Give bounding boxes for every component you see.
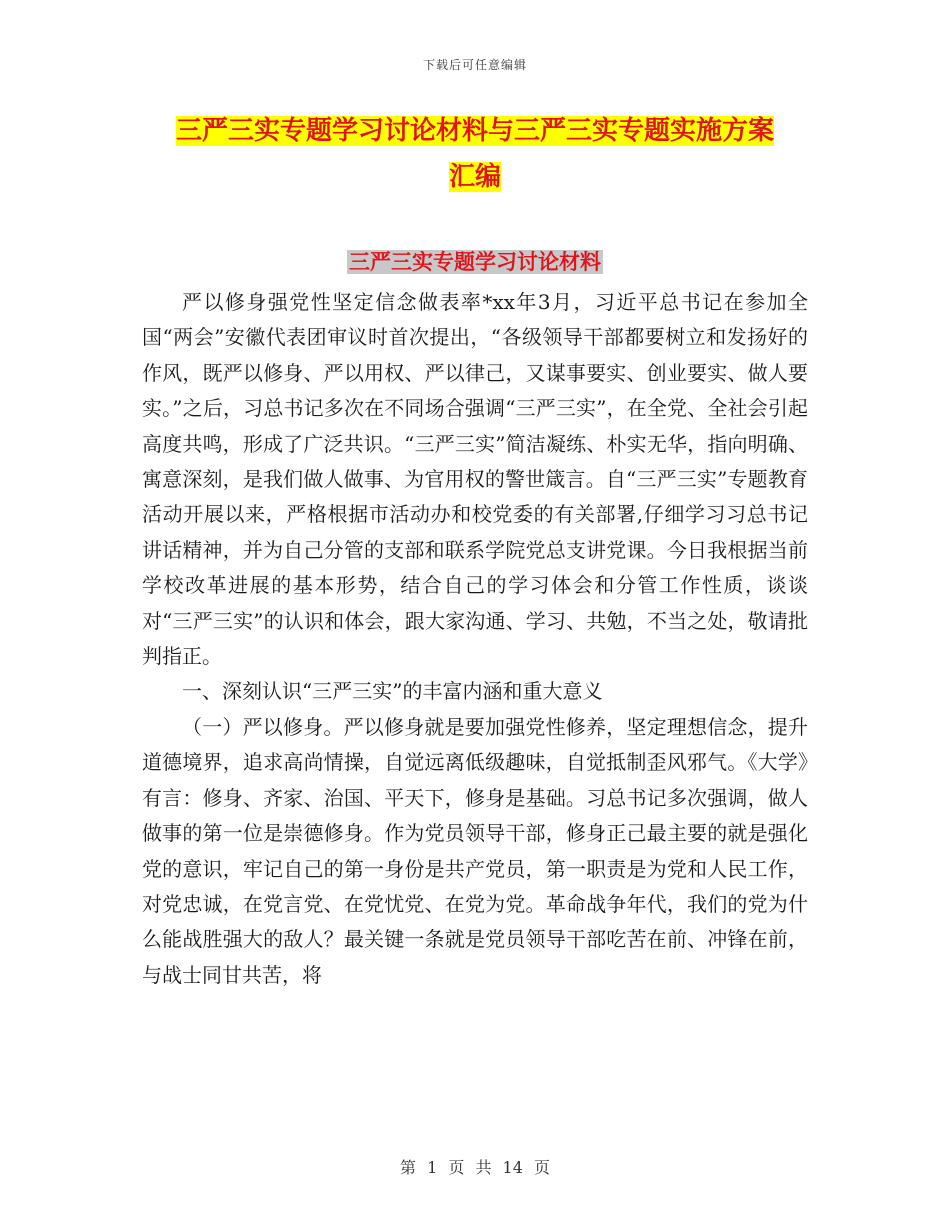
- paragraph-intro: 严以修身强党性坚定信念做表率*xx年3月，习近平总书记在参加全国“两会”安徽代表团审议时首次提出，“各级领导干部都要树立和发扬好的作风，既严以修身、严以用权、严以律己，又谋事要实、创业要实、做人要实。”之后，习总书记多次在不同场合强调“三严三实”，在全党、全社会引起高度共鸣，形成了广泛共识。“三严三实”简洁凝练、朴实无华，指向明确、寓意深刻，是我们做人做事、为官用权的警世箴言。自“三严三实”专题教育活动开展以来，严格根据市活动办和校党委的有关部署,仔细学习习总书记讲话精神，并为自己分管的支部和联系学院党总支讲党课。今日我根据当前学校改革进展的基本形势，结合自己的学习体会和分管工作性质，谈谈对“三严三实”的认识和体会，跟大家沟通、学习、共勉，不当之处，敬请批判指正。: [142, 290, 808, 669]
- section-title-text: 三严三实专题学习讨论材料: [349, 250, 601, 274]
- body-text: [142, 285, 808, 993]
- document-title-line2: 汇编: [448, 162, 501, 192]
- paragraph-1-1: （一）严以修身。严以修身就是要加强党性修养，坚定理想信念，提升道德境界，追求高尚情操，自觉远离低级趣味，自觉抵制歪风邪气。《大学》有言：修身、齐家、治国、平天下，修身是基础。习总书记多次强调，做人做事的第一位是崇德修身。作为党员领导干部，修身正己最主要的就是强化党的意识，牢记自己的第一身份是共产党员，第一职责是为党和人民工作，对党忠诚，在党言党、在党忧党、在党为党。革命战争年代，我们的党为什么能战胜强大的敌人？最关键一条就是党员领导干部吃苦在前、冲锋在前，与战士同甘共苦，将: [142, 714, 808, 987]
- paragraph-heading-1: 一、深刻认识“三严三实”的丰富内涵和重大意义: [182, 679, 603, 704]
- section-title: [0, 245, 950, 279]
- document-title: [140, 108, 810, 200]
- page-footer: 第 1 页 共 14 页: [400, 1158, 550, 1177]
- document-title-line1: 三严三实专题学习讨论材料与三严三实专题实施方案: [175, 116, 774, 146]
- page-header-note: 下载后可任意编辑: [422, 58, 527, 72]
